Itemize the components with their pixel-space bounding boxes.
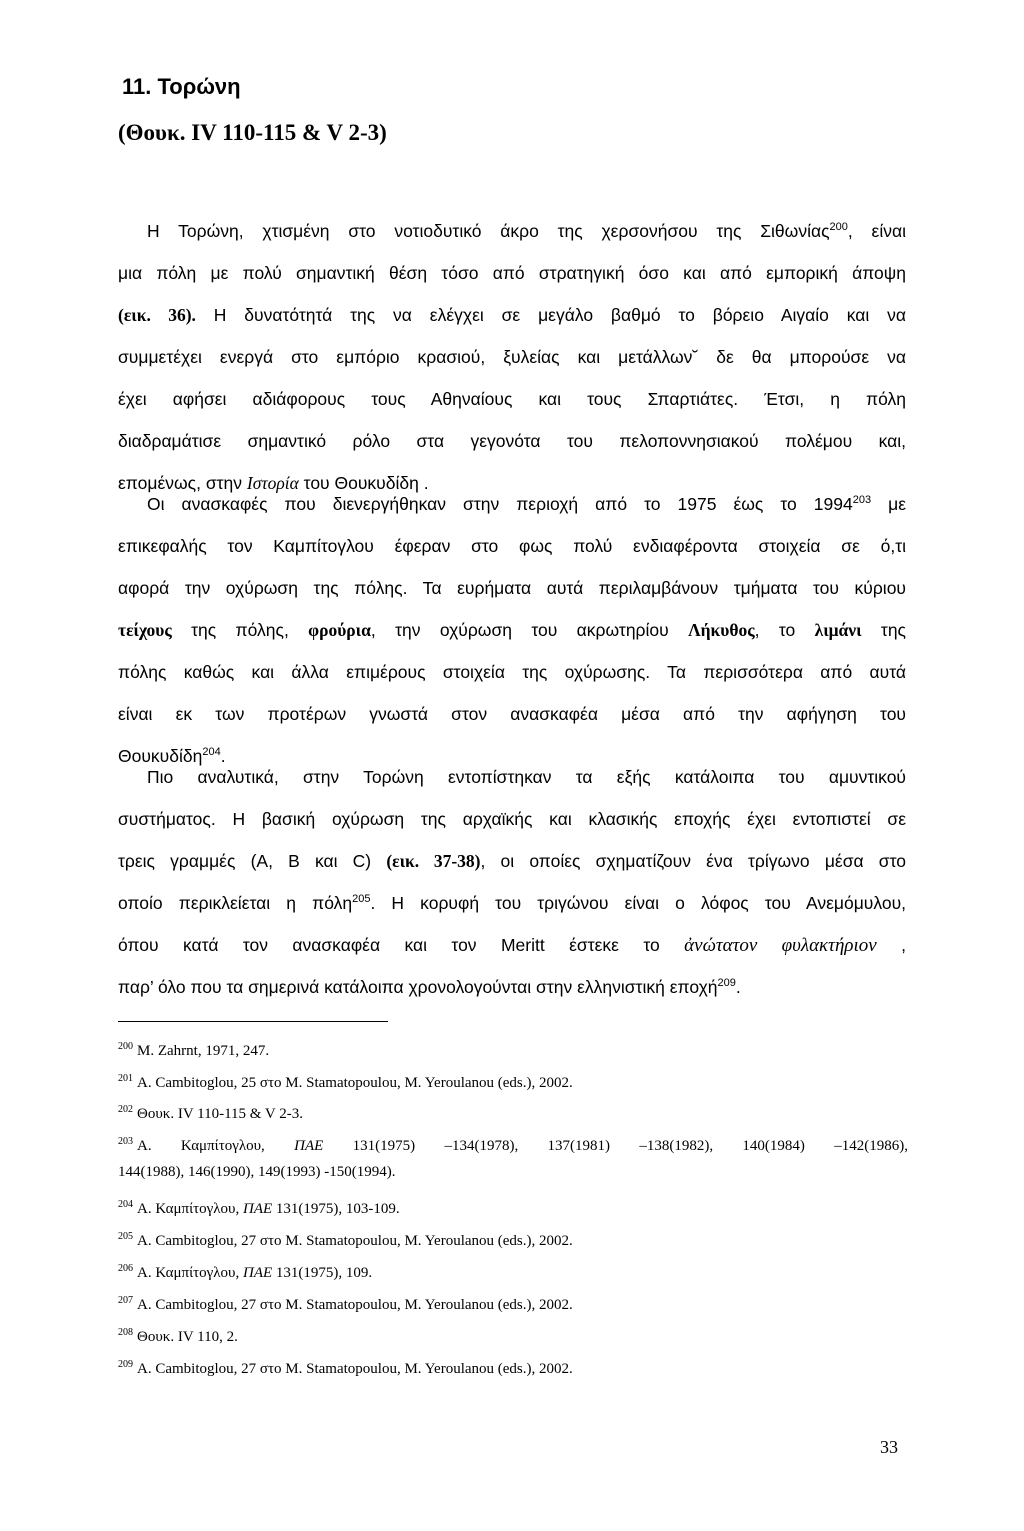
p1-line-3: (εικ. 36). Η δυνατότητά της να ελέγχει σε μεγάλο βαθμό το βόρειο Αιγαίο και να: [118, 305, 906, 325]
p3-line-5: όπου κατά τον ανασκαφέα και τον Meritt έστεκε το ἀνώτατον φυλακτήριον ,: [118, 935, 906, 956]
p2-line-7: Θουκυδίδη$^{204}$.: [118, 746, 226, 766]
p3-line-1: Πιο αναλυτικά, στην Τορώνη εντοπίστηκαν τα εξής κατάλοιπα του αμυντικού: [147, 767, 906, 787]
footnote-203-continued: 144(1988), 146(1990), 149(1993) -150(1994).: [118, 1164, 396, 1180]
footnote-202: $^{202}$ Θουκ. IV 110-115 & V 2-3.: [118, 1104, 303, 1122]
p1-line-5: έχει αφήσει αδιάφορους τους Αθηναίους και τους Σπαρτιάτες. Έτσι, η πόλη: [118, 389, 906, 409]
p3-line-3: τρεις γραμμές (Α, Β και C) (εικ. 37-38), οι οποίες σχηματίζουν ένα τρίγωνο μέσα στο: [118, 851, 906, 871]
p2-line-3: αφορά την οχύρωση της πόλης. Τα ευρήματα αυτά περιλαμβάνουν τμήματα του κύριου: [118, 578, 906, 598]
paragraph-1: [118, 210, 906, 504]
footnote-ref-203: 203: [852, 494, 872, 506]
footnote-ref-205: 205: [352, 893, 371, 905]
footnote-207: $^{207}$ A. Cambitoglou, 27 στο M. Stamatopoulou, M. Yeroulanou (eds.), 2002.: [118, 1295, 573, 1313]
footnote-200: $^{200}$ M. Zahrnt, 1971, 247.: [118, 1041, 270, 1059]
paragraph-2: [118, 483, 906, 777]
footnote-ref-209: 209: [717, 977, 736, 989]
section-subtitle: (Θουκ. IV 110-115 & V 2-3): [118, 120, 387, 145]
p1-line-6: διαδραμάτισε σημαντικό ρόλο στα γεγονότα του πελοποννησιακού πολέμου και,: [118, 431, 906, 451]
footnote-ref-204: 204: [202, 746, 221, 758]
section-title: 11. Τορώνη: [122, 74, 241, 99]
p1-line-2: μια πόλη με πολύ σημαντική θέση τόσο από στρατηγική όσο και από εμπορική άποψη: [118, 263, 906, 283]
p2-line-4: τείχους της πόλης, φρούρια, την οχύρωση του ακρωτηρίου Λήκυθος, το λιμάνι της: [118, 620, 906, 640]
p3-line-4: οποίο περικλείεται η πόλη$^{205}$. Η κορυφή του τριγώνου είναι ο λόφος του Ανεμόμυλου,: [118, 893, 906, 913]
footnote-205: $^{205}$ A. Cambitoglou, 27 στο M. Stamatopoulou, M. Yeroulanou (eds.), 2002.: [118, 1231, 573, 1249]
footnote-209: $^{209}$ A. Cambitoglou, 27 στο M. Stamatopoulou, M. Yeroulanou (eds.), 2002.: [118, 1359, 573, 1377]
p2-line-6: είναι εκ των προτέρων γνωστά στον ανασκαφέα μέσα από την αφήγηση του: [118, 704, 906, 724]
footnote-separator: [118, 1021, 388, 1022]
footnote-208: $^{208}$ Θουκ. IV 110, 2.: [118, 1327, 238, 1345]
footnote-ref-200: 200: [829, 221, 848, 233]
footnote-203: $^{203}$ Α. Καμπίτογλου, ΠΑΕ 131(1975) –134(1978), 137(1981) –138(1982), 140(1984) –142(1986),: [118, 1136, 908, 1153]
p2-line-1: Οι ανασκαφές που διενεργήθηκαν στην περιοχή από το 1975 έως το 1994$^{203}$ με: [147, 494, 906, 514]
paragraph-3: [118, 756, 906, 1008]
p3-line-6: παρ’ όλο που τα σημερινά κατάλοιπα χρονολογούνται στην ελληνιστική εποχή$^{209}$.: [118, 977, 741, 997]
footnote-201: $^{201}$ A. Cambitoglou, 25 στο M. Stamatopoulou, M. Yeroulanou (eds.), 2002.: [118, 1073, 573, 1091]
p1-line-7: επομένως, στην Ιστορία του Θουκυδίδη .: [118, 473, 429, 493]
p2-line-2: επικεφαλής τον Καμπίτογλου έφεραν στο φως πολύ ενδιαφέροντα στοιχεία σε ό,τι: [118, 536, 906, 556]
p1-line-1: Η Τορώνη, χτισμένη στο νοτιοδυτικό άκρο της χερσονήσου της Σιθωνίας$^{200}$, είναι: [147, 221, 906, 241]
footnote-204: $^{204}$ Α. Καμπίτογλου, ΠΑΕ 131(1975), 103-109.: [118, 1199, 400, 1217]
p1-line-4: συμμετέχει ενεργά στο εμπόριο κρασιού, ξυλείας και μετάλλων˘ δε θα μπορούσε να: [118, 347, 906, 367]
p3-line-2: συστήματος. Η βασική οχύρωση της αρχαϊκής και κλασικής εποχής έχει εντοπιστεί σε: [118, 809, 906, 829]
p2-line-5: πόλης καθώς και άλλα επιμέρους στοιχεία της οχύρωσης. Τα περισσότερα από αυτά: [118, 662, 906, 682]
page-number: 33: [880, 1437, 898, 1457]
footnote-206: $^{206}$ Α. Καμπίτογλου, ΠΑΕ 131(1975), 109.: [118, 1263, 373, 1281]
